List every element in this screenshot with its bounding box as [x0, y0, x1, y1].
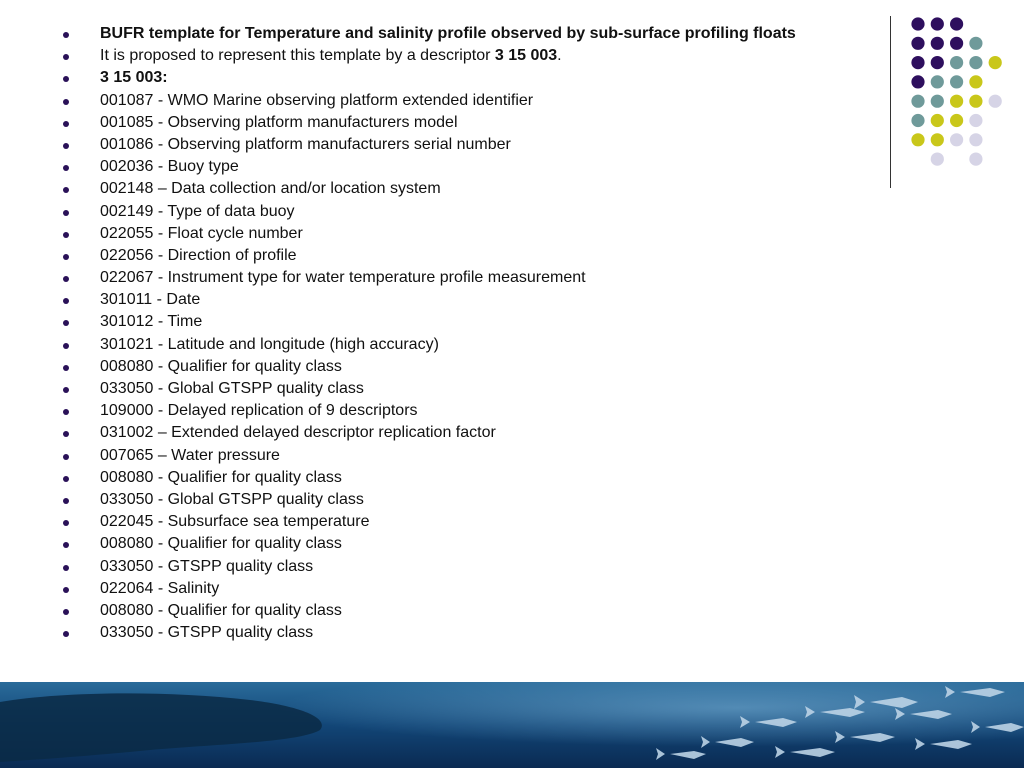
list-item-text: 008080 - Qualifier for quality class [100, 468, 342, 486]
list-item-text: 033050 - Global GTSPP quality class [100, 490, 364, 508]
decorative-dot [950, 56, 963, 69]
decorative-dot [931, 133, 944, 146]
list-item [60, 622, 796, 644]
list-item [60, 467, 796, 489]
decorative-dot [931, 153, 944, 166]
list-item [60, 556, 796, 578]
ocean-banner [0, 682, 1024, 768]
list-item [60, 245, 796, 267]
list-item-text: 3 15 003: [100, 69, 168, 87]
decorative-dot [950, 95, 963, 108]
decorative-dot [950, 133, 963, 146]
decorative-dot [911, 114, 924, 127]
decorative-dot [911, 95, 924, 108]
bullet-icon [63, 343, 69, 349]
list-item-text: 031002 – Extended delayed descriptor replication factor [100, 424, 496, 442]
bullet-icon [63, 631, 69, 637]
list-item-text: 022067 - Instrument type for water temperature profile measurement [100, 269, 586, 287]
descriptor-code: 3 15 003 [494, 47, 558, 65]
list-item-text: 007065 – Water pressure [100, 446, 280, 464]
bullet-icon [63, 365, 69, 371]
decorative-dot [931, 37, 944, 50]
decorative-dot [950, 37, 963, 50]
bullet-icon [63, 520, 69, 526]
list-item [60, 489, 796, 511]
list-item [60, 356, 796, 378]
decorative-dot [950, 75, 963, 88]
bullet-icon [63, 587, 69, 593]
list-item-text: 301021 - Latitude and longitude (high accuracy) [100, 335, 439, 353]
list-item [60, 400, 796, 422]
list-item-text: 301012 - Time [100, 313, 203, 331]
decorative-dot [989, 95, 1002, 108]
ocean-banner-image [0, 682, 1024, 768]
bullet-icon [63, 298, 69, 304]
list-item-text: 033050 - GTSPP quality class [100, 624, 314, 642]
list-item-text: 002149 - Type of data buoy [100, 202, 295, 220]
list-item-text: 109000 - Delayed replication of 9 descriptors [100, 402, 418, 420]
bullet-icon [63, 254, 69, 260]
list-item [60, 289, 796, 311]
decorative-dot [911, 56, 924, 69]
decorative-dot [969, 153, 982, 166]
list-item-text: 022064 - Salinity [100, 579, 220, 597]
list-item [60, 334, 796, 356]
list-item-text: 033050 - GTSPP quality class [100, 557, 314, 575]
bullet-icon [63, 232, 69, 238]
list-item [60, 422, 796, 444]
bullet-icon [63, 431, 69, 437]
decorative-dot [931, 17, 944, 30]
decorative-dot [969, 56, 982, 69]
list-item [60, 511, 796, 533]
bullet-icon [63, 498, 69, 504]
list-item [60, 267, 796, 289]
list-item [60, 533, 796, 555]
bullet-icon [63, 476, 69, 482]
bullet-icon [63, 387, 69, 393]
decorative-dot [969, 75, 982, 88]
bullet-icon [63, 276, 69, 282]
decorative-dot [931, 114, 944, 127]
list-item [60, 378, 796, 400]
list-item-text: 002036 - Buoy type [100, 158, 239, 176]
list-item [60, 223, 796, 245]
decorative-dot [911, 133, 924, 146]
decorative-dot [969, 95, 982, 108]
decorative-dot [911, 75, 924, 88]
list-item-suffix: . [557, 47, 562, 65]
decorative-dot [931, 56, 944, 69]
list-item-text: 002148 – Data collection and/or location system [100, 180, 441, 198]
list-item [60, 311, 796, 333]
list-item-text: 008080 - Qualifier for quality class [100, 601, 342, 619]
list-item-text: 001086 - Observing platform manufacturers serial number [100, 135, 511, 153]
list-item-text: 008080 - Qualifier for quality class [100, 535, 342, 553]
list-item [60, 201, 796, 223]
decorative-dot [969, 133, 982, 146]
list-item [60, 578, 796, 600]
list-item-text: 022056 - Direction of profile [100, 246, 297, 264]
bullet-icon [63, 409, 69, 415]
list-item-text: 033050 - Global GTSPP quality class [100, 380, 364, 397]
list-item [60, 445, 796, 467]
decorative-dot-grid [0, 0, 1024, 200]
list-item-text: It is proposed to represent this template by a descriptor [100, 47, 495, 65]
bullet-icon [63, 454, 69, 460]
list-item-text: 022055 - Float cycle number [100, 224, 303, 242]
decorative-dot [969, 114, 982, 127]
list-item-text: 301011 - Date [100, 291, 201, 309]
decorative-dot [950, 17, 963, 30]
list-item-text: 008080 - Qualifier for quality class [100, 357, 342, 375]
list-item [60, 600, 796, 622]
bullet-icon [63, 320, 69, 326]
decorative-dot [911, 37, 924, 50]
bullet-icon [63, 542, 69, 548]
list-item-text: BUFR template for Temperature and salinity profile observed by sub-surface profiling floats [100, 25, 796, 42]
decorative-dot [989, 56, 1002, 69]
bullet-icon [63, 609, 69, 615]
decorative-dot [950, 114, 963, 127]
bullet-icon [63, 565, 69, 571]
decorative-dot [931, 75, 944, 88]
list-item-text: 001085 - Observing platform manufacturers model [100, 113, 458, 131]
list-item-text: 022045 - Subsurface sea temperature [100, 513, 370, 531]
list-item-text: 001087 - WMO Marine observing platform extended identifier [100, 91, 534, 109]
bullet-icon [63, 210, 69, 216]
decorative-dot [931, 95, 944, 108]
decorative-dot [911, 17, 924, 30]
decorative-dot [969, 37, 982, 50]
